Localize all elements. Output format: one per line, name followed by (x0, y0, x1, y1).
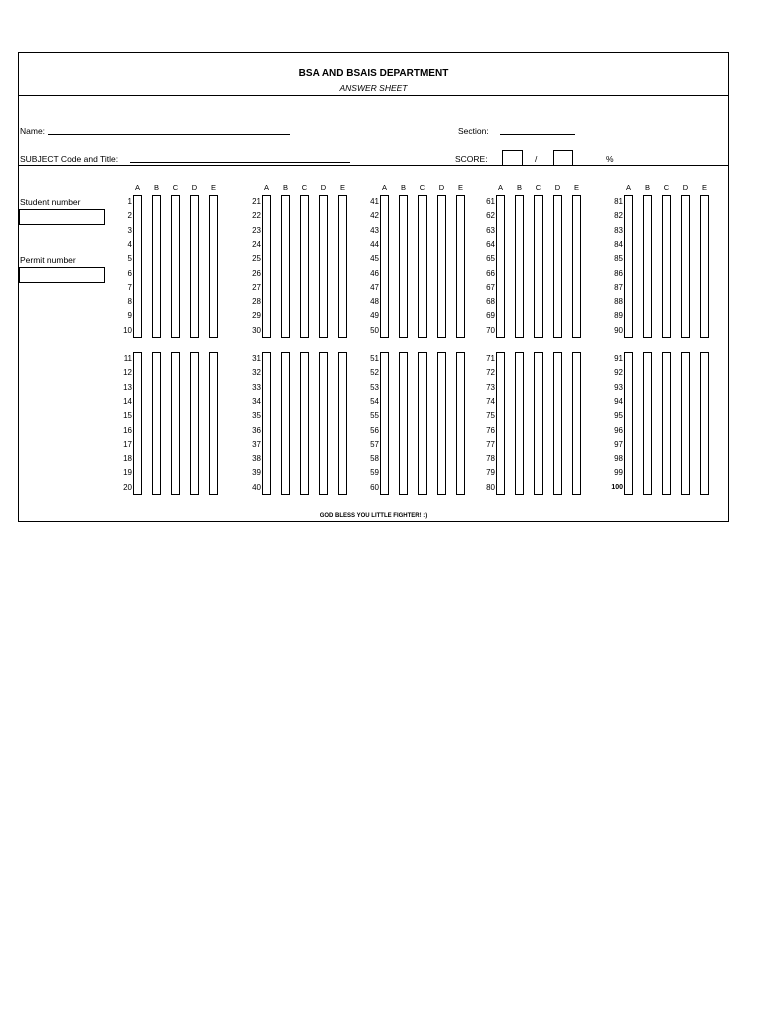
footer-message: GOD BLESS YOU LITTLE FIGHTER! :) (319, 513, 428, 519)
choice-header: A (134, 183, 140, 192)
answer-bubble[interactable] (262, 352, 271, 495)
question-number: 50 (370, 325, 379, 335)
question-number: 86 (614, 268, 623, 278)
question-number: 10 (123, 325, 132, 335)
answer-bubble[interactable] (456, 352, 465, 495)
question-number: 57 (370, 439, 379, 449)
question-number: 14 (123, 396, 132, 406)
question-number: 83 (614, 225, 623, 235)
question-number: 47 (370, 282, 379, 292)
question-number: 29 (252, 311, 261, 321)
total-box[interactable] (553, 150, 573, 166)
question-number: 52 (370, 368, 379, 378)
choice-header: C (419, 183, 426, 192)
question-number: 35 (252, 411, 261, 421)
question-number: 95 (614, 411, 623, 421)
question-number: 73 (486, 382, 495, 392)
answer-bubble[interactable] (437, 195, 446, 338)
score-label: SCORE: (455, 154, 488, 164)
question-number: 56 (370, 425, 379, 435)
info-divider (19, 165, 728, 166)
subject-field[interactable] (130, 162, 350, 163)
question-number: 63 (486, 225, 495, 235)
answer-bubble[interactable] (300, 195, 309, 338)
answer-bubble[interactable] (171, 352, 180, 495)
question-number: 13 (123, 382, 132, 392)
answer-bubble[interactable] (133, 195, 142, 338)
answer-bubble[interactable] (338, 352, 347, 495)
question-number: 70 (486, 325, 495, 335)
question-number: 88 (614, 297, 623, 307)
answer-bubble[interactable] (700, 195, 709, 338)
question-number: 62 (486, 211, 495, 221)
choice-header: D (554, 183, 561, 192)
percent-label: % (606, 154, 614, 164)
answer-bubble[interactable] (534, 195, 543, 338)
question-number: 68 (486, 297, 495, 307)
question-number: 17 (123, 439, 132, 449)
answer-bubble[interactable] (643, 352, 652, 495)
question-number: 37 (252, 439, 261, 449)
choice-header: C (301, 183, 308, 192)
answer-bubble[interactable] (662, 195, 671, 338)
question-number: 99 (614, 468, 623, 478)
student-number-label: Student number (20, 197, 81, 207)
answer-bubble[interactable] (553, 352, 562, 495)
question-number: 75 (486, 411, 495, 421)
choice-header: C (172, 183, 179, 192)
question-number: 3 (127, 225, 132, 235)
question-number: 6 (127, 268, 132, 278)
section-label: Section: (458, 126, 489, 136)
question-number: 23 (252, 225, 261, 235)
answer-bubble[interactable] (418, 195, 427, 338)
choice-header: B (516, 183, 522, 192)
answer-bubble[interactable] (515, 195, 524, 338)
choice-header: B (400, 183, 406, 192)
question-number: 91 (614, 354, 623, 363)
answer-bubble[interactable] (133, 352, 142, 495)
question-number: 71 (486, 354, 495, 363)
question-number: 97 (614, 439, 623, 449)
question-number: 1 (127, 197, 132, 206)
question-number: 96 (614, 425, 623, 435)
score-separator: / (535, 154, 538, 164)
question-number: 30 (252, 325, 261, 335)
choice-header: A (625, 183, 631, 192)
answer-bubble[interactable] (437, 352, 446, 495)
answer-bubble[interactable] (380, 352, 389, 495)
question-number: 74 (486, 396, 495, 406)
question-number: 24 (252, 239, 261, 249)
answer-bubble[interactable] (572, 352, 581, 495)
choice-header: B (644, 183, 650, 192)
question-number: 98 (614, 454, 623, 464)
question-number: 9 (127, 311, 132, 321)
question-number: 39 (252, 468, 261, 478)
answer-bubble[interactable] (190, 195, 199, 338)
question-number: 85 (614, 254, 623, 264)
permit-number-label: Permit number (20, 255, 76, 265)
question-number: 77 (486, 439, 495, 449)
question-number: 64 (486, 239, 495, 249)
answer-bubble[interactable] (399, 352, 408, 495)
question-number: 27 (252, 282, 261, 292)
question-number: 20 (123, 482, 132, 492)
question-number: 49 (370, 311, 379, 321)
question-number: 18 (123, 454, 132, 464)
answer-bubble[interactable] (399, 195, 408, 338)
choice-header: E (573, 183, 579, 192)
question-number: 45 (370, 254, 379, 264)
choice-header: C (663, 183, 670, 192)
name-label: Name: (20, 126, 46, 136)
answer-bubble[interactable] (496, 195, 505, 338)
choice-header: B (153, 183, 159, 192)
answer-bubble[interactable] (171, 195, 180, 338)
answer-sheet (18, 52, 729, 522)
answer-bubble[interactable] (300, 352, 309, 495)
sheet-subtitle: ANSWER SHEET (339, 83, 408, 93)
choice-header: A (263, 183, 269, 192)
question-number: 72 (486, 368, 495, 378)
question-number: 38 (252, 454, 261, 464)
question-number: 78 (486, 454, 495, 464)
question-number: 84 (614, 239, 623, 249)
question-number: 90 (614, 325, 623, 335)
answer-bubble[interactable] (152, 195, 161, 338)
choice-header: D (320, 183, 327, 192)
question-number: 34 (252, 396, 261, 406)
question-number: 65 (486, 254, 495, 264)
title-divider (19, 95, 728, 96)
question-number: 28 (252, 297, 261, 307)
choice-header: E (339, 183, 345, 192)
question-number: 8 (127, 297, 132, 307)
question-number: 19 (123, 468, 132, 478)
question-number: 53 (370, 382, 379, 392)
choice-header: D (191, 183, 198, 192)
answer-bubble[interactable] (380, 195, 389, 338)
answer-bubble[interactable] (515, 352, 524, 495)
sheet-title: BSA AND BSAIS DEPARTMENT (298, 68, 449, 79)
subject-label: SUBJECT Code and Title: (20, 154, 119, 164)
question-number: 36 (252, 425, 261, 435)
choice-header: E (701, 183, 707, 192)
score-box[interactable] (502, 150, 523, 166)
student-number-box[interactable] (19, 209, 105, 225)
question-number: 93 (614, 382, 623, 392)
choice-header: D (682, 183, 689, 192)
permit-number-box[interactable] (19, 267, 105, 283)
question-number: 66 (486, 268, 495, 278)
answer-bubble[interactable] (496, 352, 505, 495)
question-number: 43 (370, 225, 379, 235)
question-number: 82 (614, 211, 623, 221)
question-number: 59 (370, 468, 379, 478)
question-number: 15 (123, 411, 132, 421)
question-number: 4 (127, 239, 132, 249)
answer-bubble[interactable] (338, 195, 347, 338)
answer-bubble[interactable] (319, 352, 328, 495)
choice-header: A (381, 183, 387, 192)
question-number: 41 (370, 197, 379, 206)
question-number: 40 (252, 482, 261, 492)
answer-bubble[interactable] (572, 195, 581, 338)
question-number: 92 (614, 368, 623, 378)
answer-bubble[interactable] (281, 352, 290, 495)
answer-bubble[interactable] (624, 195, 633, 338)
question-number: 87 (614, 282, 623, 292)
name-field[interactable] (48, 134, 290, 135)
answer-bubble[interactable] (319, 195, 328, 338)
answer-bubble[interactable] (534, 352, 543, 495)
choice-header: E (457, 183, 463, 192)
question-number: 2 (127, 211, 132, 221)
question-number: 54 (370, 396, 379, 406)
question-number: 69 (486, 311, 495, 321)
question-number: 42 (370, 211, 379, 221)
question-number: 31 (252, 354, 261, 363)
question-number: 55 (370, 411, 379, 421)
question-number: 26 (252, 268, 261, 278)
question-number: 48 (370, 297, 379, 307)
choice-header: D (438, 183, 445, 192)
question-number: 61 (486, 197, 495, 206)
question-number: 80 (486, 482, 495, 492)
choice-header: C (535, 183, 542, 192)
question-number: 5 (127, 254, 132, 264)
answer-bubble[interactable] (681, 352, 690, 495)
answer-bubble[interactable] (643, 195, 652, 338)
answer-bubble[interactable] (262, 195, 271, 338)
answer-bubble[interactable] (456, 195, 465, 338)
answer-bubble[interactable] (624, 352, 633, 495)
question-number: 7 (127, 282, 132, 292)
question-number: 79 (486, 468, 495, 478)
question-number: 51 (370, 354, 379, 363)
question-number: 81 (614, 197, 623, 206)
section-field[interactable] (500, 134, 575, 135)
question-number: 67 (486, 282, 495, 292)
choice-header: E (210, 183, 216, 192)
question-number: 60 (370, 482, 379, 492)
question-number: 11 (123, 354, 132, 363)
answer-bubble[interactable] (190, 352, 199, 495)
answer-bubble[interactable] (281, 195, 290, 338)
choice-header: A (497, 183, 503, 192)
answer-bubble[interactable] (662, 352, 671, 495)
question-number: 89 (614, 311, 623, 321)
question-number: 25 (252, 254, 261, 264)
question-number: 21 (252, 197, 261, 206)
question-number: 76 (486, 425, 495, 435)
answer-bubble[interactable] (700, 352, 709, 495)
question-number: 100 (611, 483, 623, 491)
question-number: 58 (370, 454, 379, 464)
question-number: 12 (123, 368, 132, 378)
answer-bubble[interactable] (553, 195, 562, 338)
answer-bubble[interactable] (209, 195, 218, 338)
question-number: 33 (252, 382, 261, 392)
answer-bubble[interactable] (681, 195, 690, 338)
choice-header: B (282, 183, 288, 192)
question-number: 94 (614, 396, 623, 406)
question-number: 32 (252, 368, 261, 378)
answer-bubble[interactable] (209, 352, 218, 495)
question-number: 46 (370, 268, 379, 278)
answer-bubble[interactable] (152, 352, 161, 495)
question-number: 16 (123, 425, 132, 435)
question-number: 22 (252, 211, 261, 221)
answer-bubble[interactable] (418, 352, 427, 495)
question-number: 44 (370, 239, 379, 249)
